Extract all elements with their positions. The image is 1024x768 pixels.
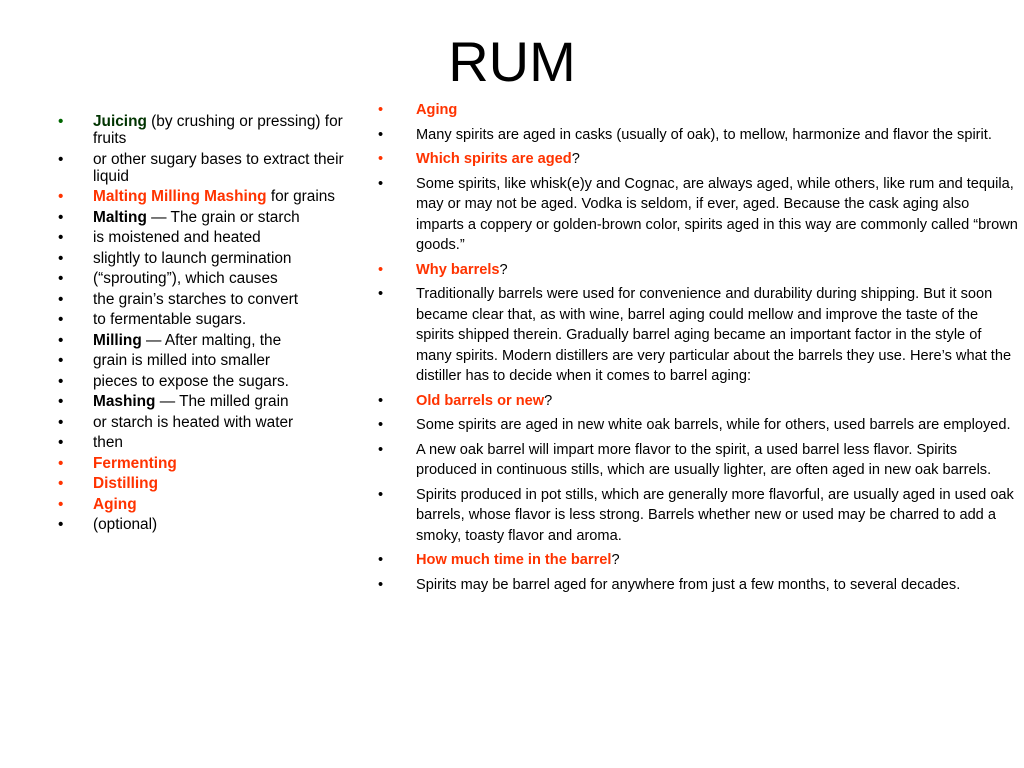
bullet-text: — The milled grain bbox=[155, 393, 289, 410]
left-list-item bbox=[58, 475, 368, 492]
bullet-marker: • bbox=[378, 441, 384, 458]
bullet-marker: • bbox=[58, 249, 64, 267]
bullet-text: ? bbox=[611, 552, 620, 568]
bullet-text: Distilling bbox=[93, 475, 158, 492]
bullet-text: Some spirits, like whisk(e)y and Cognac, are always aged, while others, like rum and tequila, may or may not be aged. Vodka is seldom, if ever, aged. Because the cask aging also imparts a coppery or golden-brown color, spirits aged in this way are commonly called “brown goods.” bbox=[416, 175, 1018, 253]
left-list-item bbox=[58, 250, 368, 267]
right-list-item bbox=[378, 260, 1018, 281]
right-list-item bbox=[378, 174, 1018, 256]
bullet-text: ? bbox=[544, 392, 553, 409]
left-list-item bbox=[58, 496, 368, 513]
bullet-text: Spirits produced in pot stills, which are generally more flavorful, are usually aged in used oak barrels, whose flavor is less strong. Barrels whether new or used may be charred to add a smoky, toasty flavor and aroma. bbox=[416, 486, 1014, 544]
right-list-item bbox=[378, 415, 1018, 436]
bullet-marker: • bbox=[58, 372, 64, 390]
left-list-item bbox=[58, 311, 368, 328]
bullet-marker: • bbox=[378, 552, 384, 568]
bullet-text: (“sprouting”), which causes bbox=[93, 270, 278, 287]
bullet-marker: • bbox=[378, 576, 384, 593]
bullet-marker: • bbox=[378, 175, 384, 192]
bullet-text: — The grain or starch bbox=[146, 208, 300, 226]
bullet-marker: • bbox=[58, 150, 64, 168]
bullet-marker: • bbox=[58, 475, 64, 492]
bullet-marker: • bbox=[378, 102, 384, 118]
left-list-item bbox=[58, 291, 368, 308]
bullet-marker: • bbox=[58, 229, 64, 246]
left-list-item bbox=[58, 516, 368, 533]
bullet-marker: • bbox=[378, 286, 384, 302]
bullet-marker: • bbox=[58, 413, 64, 431]
bullet-marker: • bbox=[58, 434, 64, 451]
bullet-marker: • bbox=[58, 516, 64, 533]
bullet-text: Mashing bbox=[93, 393, 156, 410]
bullet-text: Many spirits are aged in casks (usually of oak), to mellow, harmonize and flavor the spirit. bbox=[416, 126, 992, 143]
right-list-item bbox=[378, 550, 1018, 571]
right-list-item bbox=[378, 125, 1018, 146]
bullet-text: or other sugary bases to extract their liquid bbox=[93, 150, 344, 185]
bullet-text: or starch is heated with water bbox=[93, 413, 294, 431]
left-list-item bbox=[58, 455, 368, 472]
bullet-marker: • bbox=[58, 208, 64, 226]
right-list-item bbox=[378, 485, 1018, 547]
left-list-item bbox=[58, 229, 368, 246]
bullet-text: slightly to launch germination bbox=[93, 249, 292, 267]
slide-title: RUM bbox=[448, 30, 576, 93]
left-list-item bbox=[58, 434, 368, 451]
bullet-text: Spirits may be barrel aged for anywhere from just a few months, to several decades. bbox=[416, 576, 961, 593]
bullet-text: grain is milled into smaller bbox=[93, 352, 271, 369]
bullet-marker: • bbox=[58, 331, 64, 349]
right-list-item bbox=[378, 100, 1018, 121]
bullet-text: Juicing bbox=[93, 113, 147, 130]
left-list-item bbox=[58, 332, 368, 349]
right-list-item bbox=[378, 391, 1018, 412]
bullet-text: (optional) bbox=[93, 516, 158, 533]
left-list-item bbox=[58, 373, 368, 390]
left-list-item bbox=[58, 414, 368, 431]
bullet-text: Fermenting bbox=[93, 454, 177, 472]
left-list-item bbox=[58, 270, 368, 287]
right-bullet-list bbox=[378, 100, 1018, 599]
bullet-text: pieces to expose the sugars. bbox=[93, 372, 289, 390]
bullet-marker: • bbox=[58, 113, 64, 130]
bullet-marker: • bbox=[58, 188, 64, 205]
bullet-marker: • bbox=[378, 151, 384, 167]
bullet-text: ? bbox=[571, 151, 580, 167]
bullet-text: to fermentable sugars. bbox=[93, 311, 247, 328]
left-list-item bbox=[58, 113, 368, 147]
bullet-text: Milling bbox=[93, 331, 142, 349]
bullet-marker: • bbox=[378, 417, 384, 433]
bullet-marker: • bbox=[58, 454, 64, 472]
left-list-item bbox=[58, 352, 368, 369]
bullet-marker: • bbox=[378, 126, 384, 143]
bullet-text: then bbox=[93, 434, 123, 451]
bullet-text: Malting Milling Mashing bbox=[93, 188, 267, 205]
left-list-item bbox=[58, 209, 368, 226]
bullet-text: the grain’s starches to convert bbox=[93, 290, 299, 308]
bullet-text: Aging bbox=[416, 102, 458, 118]
left-list-item bbox=[58, 393, 368, 410]
bullet-marker: • bbox=[58, 393, 64, 410]
bullet-marker: • bbox=[378, 486, 384, 503]
bullet-text: Which spirits are aged bbox=[416, 151, 572, 167]
bullet-marker: • bbox=[58, 495, 64, 513]
bullet-marker: • bbox=[58, 290, 64, 308]
bullet-text: ? bbox=[499, 261, 508, 278]
left-list-item bbox=[58, 188, 368, 205]
bullet-marker: • bbox=[378, 392, 384, 409]
bullet-marker: • bbox=[58, 352, 64, 369]
bullet-marker: • bbox=[58, 311, 64, 328]
bullet-marker: • bbox=[58, 270, 64, 287]
left-list-item bbox=[58, 151, 368, 185]
bullet-text: Old barrels or new bbox=[416, 392, 545, 409]
bullet-text: for grains bbox=[266, 188, 335, 205]
bullet-text: A new oak barrel will impart more flavor to the spirit, a used barrel less flavor. Spirits produced in continuous stills, which are usually lighter, are often aged in new oak barrels. bbox=[416, 441, 992, 478]
bullet-text: is moistened and heated bbox=[93, 229, 261, 246]
right-list-item bbox=[378, 440, 1018, 481]
left-bullet-list bbox=[58, 113, 368, 537]
bullet-text: Why barrels bbox=[416, 261, 500, 278]
bullet-marker: • bbox=[378, 261, 384, 278]
bullet-text: (by crushing or pressing) for fruits bbox=[93, 113, 343, 147]
bullet-text: — After malting, the bbox=[141, 331, 282, 349]
right-list-item bbox=[378, 575, 1018, 596]
bullet-text: Traditionally barrels were used for convenience and durability during shipping. But it soon became clear that, as with wine, barrel aging could mellow and improve the taste of the spirits shipped therein. Gradually barrel aging became an important factor in the style of many spirits. Modern distillers are very particular about the barrels they use. Here’s what the distiller has to decide when it comes to barrel aging: bbox=[416, 286, 1012, 384]
bullet-text: Aging bbox=[93, 495, 137, 513]
bullet-text: Malting bbox=[93, 208, 147, 226]
right-list-item bbox=[378, 149, 1018, 170]
right-list-item bbox=[378, 284, 1018, 387]
bullet-text: Some spirits are aged in new white oak barrels, while for others, used barrels are employed. bbox=[416, 417, 1011, 433]
bullet-text: How much time in the barrel bbox=[416, 552, 612, 568]
